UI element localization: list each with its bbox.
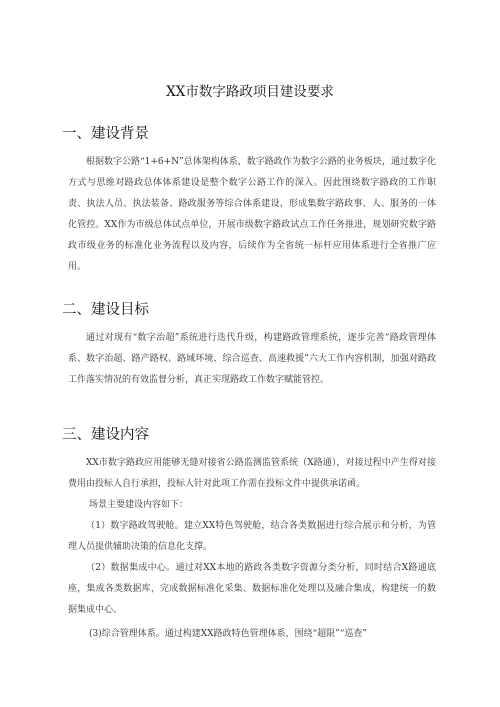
paragraph-content-intro: XX市数字路政应用能够无缝对接省公路监测监管系统（X路通），对接过程中产生得对接费用由投标人自行承担，投标人针对此项工作需在投标文件中提供承诺函。 [68,458,436,489]
paragraph-content-item-2: （2）数据集成中心。通过对XX本地的路政各类数字资源分类分析，同时结合X路通底座，集成各类数据库，完成数据标准化采集、数据标准化处理以及融合集成，构建统一的数据集成中心。 [68,563,436,615]
paragraph-content-list-intro: 场景主要建设内容如下： [89,500,189,510]
section-heading-content: 三、建设内容 [62,427,149,443]
section-heading-background: 一、建设背景 [62,126,149,142]
document-title: XX市数字路政项目建设要求 [166,84,334,100]
paragraph-goals: 通过对现有“数字治超”系统进行迭代升级，构建路政管理系统，逐步完善“路政管理体系、数字治超、路产路权、路域环境、综合巡查、高速救援”六大工作内容机制，加强对路政工作落实情况的有效监督分析，真正实现路政工作数字赋能管控。 [68,333,436,385]
paragraph-content-item-3: (3)综合管理体系。通过构建XX路政特色管理体系，围绕“超限”“巡查” [89,629,367,639]
paragraph-content-item-1: （1）数字路政驾驶舱。建立XX特色驾驶舱，结合各类数据进行综合展示和分析，为管理人员提供辅助决策的信息化支撑。 [68,521,436,552]
paragraph-background: 根据数字公路“1+6+N”总体架构体系，数字路政作为数字公路的业务板块，通过数字化方式与思维对路政总体体系建设是整个数字公路工作的深入。因此围绕数字路政的工作职责、执法人员、执法装备、路政服务等综合体系建设，形成集数字路政事、人、服务的一体化管控。XX作为市级总体试点单位，开展市级数字路政试点工作任务推进，规划研究数字路政市级业务的标准化业务流程以及内容，后续作为全省统一标杆应用体系进行全省推广应用。 [68,157,436,272]
section-heading-goals: 二、建设目标 [62,302,149,318]
